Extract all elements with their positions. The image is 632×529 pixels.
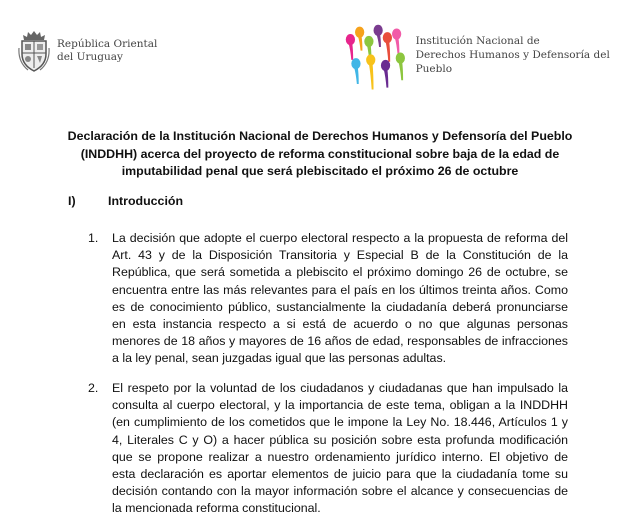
figure-body (369, 64, 374, 90)
left-logo-line-2: del Uruguay (57, 51, 123, 63)
section-number: I) (68, 194, 76, 208)
left-logo-line-1: República Oriental (57, 38, 158, 50)
document-title: Declaración de la Institución Nacional de Derechos Humanos y Defensoría del Pueblo (INDDHH) acerca del proyecto de reforma constitucional sobre baja de la edad de imputabilidad penal que será plebiscitado el próximo 26 de octubre (67, 129, 573, 178)
figure-body (398, 62, 403, 80)
figure-body (354, 67, 359, 84)
paragraph-2 (88, 380, 568, 518)
figure-body (384, 69, 389, 87)
right-logo-line-2: Derechos Humanos y Defensoría del Pueblo (415, 49, 610, 75)
figure-body (395, 38, 400, 55)
figure-body (386, 41, 391, 61)
inddhh-logo (343, 20, 632, 98)
section-title: Introducción (108, 194, 184, 208)
inddhh-people-figures-icon (343, 20, 410, 98)
paragraph-text: La decisión que adopte el cuerpo electoral respecto a la propuesta de reforma del Art. 43 y de la Disposición Transitoria y Especial B de la Constitución de la República, que será sometida a plebiscito el próximo domingo 26 de octubre, se encuentra entre las más relevantes para el país en los últimos treinta años. Como es de conocimiento público, sustancialmente la ciudadanía deberá pronunciarse en esta instancia respecto a si está de acuerdo o no que algunas personas menores de 18 años y mayores de 16 años de edad, responsables de infracciones a la ley penal, sean juzgadas igual que las personas adultas. (112, 231, 568, 366)
section-heading (68, 194, 183, 208)
paragraph-number: 1. (88, 231, 99, 245)
paragraph-text: El respeto por la voluntad de los ciudadanos y ciudadanas que han impulsado la consulta al cuerpo electoral, y la importancia de este tema, obligan a la INDDHH (en cumplimiento de los cometidos que le impone la Ley No. 18.446, Artículos 1 y 4, Literales C y O) a hacer pública su posición sobre esta profunda modificación que se propone realizar a nuestro ordenamiento jurídico interno. El objetivo de esta declaración es aportar elementos de juicio para que la ciudadanía tome su decisión contando con la mayor información sobre el alcance y consecuencias de la mencionada reforma constitucional. (112, 381, 568, 516)
paragraph-1 (88, 230, 568, 368)
figure-body (376, 34, 381, 47)
paragraph-number: 2. (88, 381, 99, 395)
uruguay-coat-of-arms-icon (18, 30, 50, 72)
figure-body (358, 36, 363, 51)
uruguay-logo (18, 30, 157, 72)
page-header (0, 0, 632, 100)
figure-body (349, 43, 354, 60)
right-logo-line-1: Institución Nacional de (415, 35, 540, 47)
